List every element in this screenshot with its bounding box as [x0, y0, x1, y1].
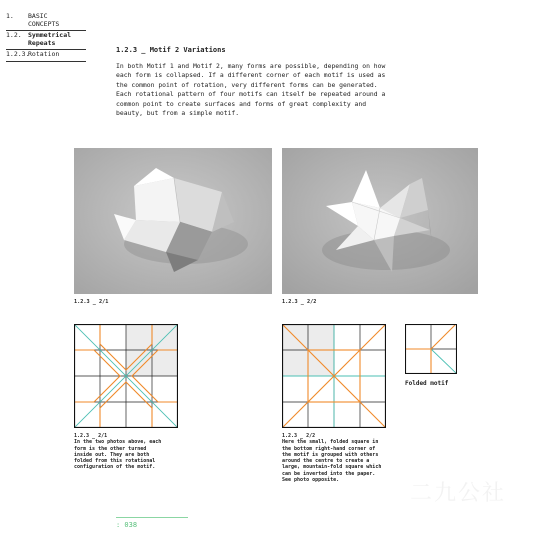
folded-motif-label: Folded motif — [405, 380, 449, 387]
folded-motif-diagram — [405, 324, 457, 374]
photo-caption-2: 1.2.3 _ 2/2 — [282, 299, 317, 305]
crease-diagram-2-2 — [282, 324, 386, 428]
section-nav — [6, 12, 86, 62]
crease-diagram-2-1 — [74, 324, 178, 428]
folded-motif-pattern — [405, 324, 457, 374]
photo-caption-1: 1.2.3 _ 2/1 — [74, 299, 109, 305]
section-title: 1.2.3 _ Motif 2 Variations — [116, 46, 226, 54]
nav-number: 1.2. — [6, 31, 22, 39]
watermark: 二九公社 — [410, 481, 507, 506]
nav-row-basic-concepts[interactable] — [6, 12, 86, 30]
photo-motif-2-1 — [74, 148, 272, 294]
diagram-caption-2-1 — [74, 433, 166, 471]
diagram-caption-text: In the two photos above, each form is the other turned inside out. They are both folded from this rotational configuration of the motif. — [74, 439, 162, 471]
nav-row-rotation[interactable] — [6, 50, 86, 62]
page-number-rule — [116, 517, 188, 518]
page-number: : 038 — [116, 521, 138, 529]
diagram-caption-text: Here the small, folded square in the bottom right-hand corner of the motif is grouped with others around the centre to create a large, mountain-fold square which can be inverted into the paper. See photo opposite. — [282, 439, 382, 484]
nav-label: Symmetrical Repeats — [28, 31, 72, 47]
photo-motif-2-2 — [282, 148, 478, 294]
nav-row-symmetrical-repeats[interactable] — [6, 30, 86, 50]
intro-paragraph: In both Motif 1 and Motif 2, many forms are possible, depending on how each form is collapsed. If a different corner of each motif is used as the common point of rotation, very different forms can be generated. Each rotational pattern of four motifs can itself be repeated around a common point to create surfaces and forms of great complexity and beauty, but from a simple motif. — [116, 62, 386, 118]
diagram-caption-label: 1.2.3 _ 2/2 — [282, 433, 316, 439]
nav-number: 1. — [6, 12, 14, 20]
origami-form-1-image — [74, 148, 272, 294]
crease-pattern-2-2 — [282, 324, 386, 428]
crease-pattern-2-1 — [74, 324, 178, 428]
diagram-caption-label: 1.2.3 _ 2/1 — [74, 433, 108, 439]
nav-label: Rotation — [28, 50, 60, 58]
nav-label: BASIC CONCEPTS — [28, 12, 60, 28]
diagram-caption-2-2 — [282, 433, 382, 483]
nav-number: 1.2.3. — [6, 50, 30, 58]
origami-form-2-image — [282, 148, 478, 294]
